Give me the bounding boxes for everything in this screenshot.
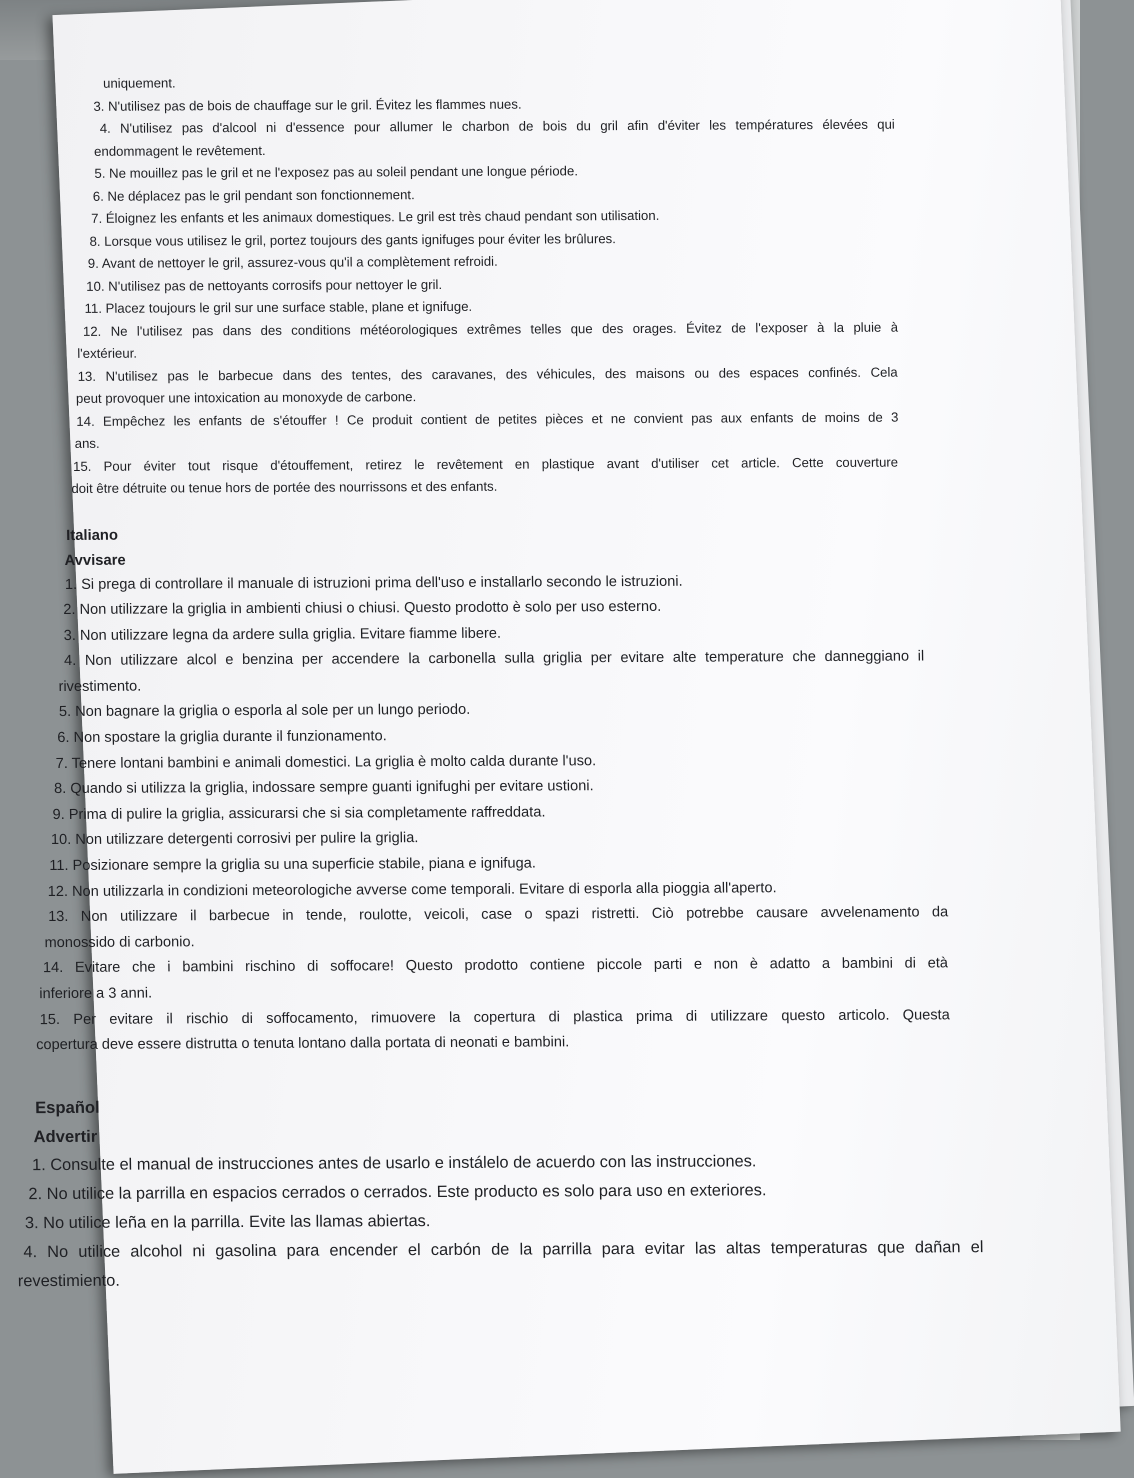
italian-line: 15. Per evitare il rischio di soffocamento, rimuovere la copertura di plastica prima di utilizzare questo articolo. Questa — [39, 1006, 950, 1028]
italian-line: 8. Quando si utilizza la griglia, indossare sempre guanti ignifughi per evitare ustioni. — [53, 778, 594, 798]
italian-line: 6. Non spostare la griglia durante il funzionamento. — [57, 728, 387, 747]
spanish-language-title: Español — [34, 1097, 100, 1117]
italian-line: copertura deve essere distrutta o tenuta lontano dalla portata di neonati e bambini. — [36, 1034, 570, 1054]
french-section — [55, 68, 987, 500]
italian-section — [36, 518, 995, 1059]
french-line: 8. Lorsque vous utilisez le gril, portez toujours des gants ignifuges pour éviter les brûlures. — [89, 230, 616, 249]
document-page — [17, 0, 1120, 1474]
french-line: 13. N'utilisez pas le barbecue dans des tentes, des caravanes, des véhicules, des maisons ou des espaces confinés. Cela — [77, 364, 898, 384]
italian-line: 13. Non utilizzare il barbecue in tende, roulotte, veicoli, case o spazi ristretti. Ciò potrebbe causare avvelenamento da — [48, 904, 949, 926]
french-line: 15. Pour éviter tout risque d'étouffement, retirez le revêtement en plastique avant d'utiliser cet article. Cette couverture — [72, 454, 899, 474]
spanish-line: 1. Consulte el manual de instrucciones antes de usarlo e instálelo de acuerdo con las instrucciones. — [31, 1152, 757, 1174]
italian-line: 9. Prima di pulire la griglia, assicurarsi che si sia completamente raffreddata. — [52, 804, 546, 823]
french-line: l'extérieur. — [77, 345, 138, 361]
italian-line: monossido di carbonio. — [44, 934, 195, 951]
spanish-line: 4. No utilice alcohol ni gasolina para encender el carbón de la parrilla para evitar las altas temperaturas que dañan el — [23, 1237, 984, 1261]
french-line: 5. Ne mouillez pas le gril et ne l'exposez pas au soleil pendant une longue période. — [94, 163, 579, 181]
italian-language-title: Italiano — [66, 527, 119, 544]
italian-line: 3. Non utilizzare legna da ardere sulla griglia. Evitare fiamme libere. — [63, 625, 502, 644]
document-content — [17, 68, 999, 1295]
french-line: uniquement. — [102, 75, 176, 91]
italian-line: 7. Tenere lontani bambini e animali domestici. La griglia è molto calda durante l'uso. — [55, 752, 597, 772]
french-line: 3. N'utilisez pas de bois de chauffage sur le gril. Évitez les flammes nues. — [93, 96, 522, 114]
spanish-line: 3. No utilice leña en la parrilla. Evite las llamas abiertas. — [24, 1211, 431, 1232]
french-line: peut provoquer une intoxication au monoxyde de carbone. — [75, 389, 417, 406]
italian-line: 1. Si prega di controllare il manuale di istruzioni prima dell'uso e installarlo secondo le istruzioni. — [64, 573, 683, 593]
french-line: 4. N'utilisez pas d'alcool ni d'essence pour allumer le charbon de bois du gril afin d'éviter les températures élevées qui — [99, 116, 895, 136]
spanish-line: 2. No utilice la parrilla en espacios cerrados o cerrados. Este producto es solo para uso en exteriores. — [28, 1181, 767, 1203]
spanish-line: revestimiento. — [17, 1271, 121, 1290]
french-line: 14. Empêchez les enfants de s'étouffer ! Ce produit contient de petites pièces et ne convient pas aux enfants de moins de 3 — [76, 409, 899, 429]
french-line: ans. — [74, 435, 100, 451]
italian-line: 11. Posizionare sempre la griglia su una superficie stabile, piana e ignifuga. — [49, 855, 536, 875]
french-line: 6. Ne déplacez pas le gril pendant son fonctionnement. — [92, 186, 415, 204]
italian-line: rivestimento. — [58, 678, 142, 695]
italian-line: inferiore a 3 anni. — [39, 985, 153, 1003]
spanish-section — [17, 1088, 999, 1296]
italian-line: 14. Evitare che i bambini rischino di soffocare! Questo prodotto contiene piccole parti e non è adatto a bambini di età — [42, 955, 949, 977]
french-line: 10. N'utilisez pas de nettoyants corrosifs pour nettoyer le gril. — [86, 276, 443, 294]
italian-line: 2. Non utilizzare la griglia in ambienti chiusi o chiusi. Questo prodotto è solo per uso esterno. — [63, 598, 662, 619]
spanish-warning-heading: Advertir — [33, 1126, 98, 1146]
french-line: 7. Éloignez les enfants et les animaux domestiques. Le gril est très chaud pendant son utilisation. — [91, 207, 660, 226]
italian-warning-heading: Avvisare — [64, 552, 126, 569]
italian-line: 4. Non utilizzare alcol e benzina per accendere la carbonella sulla griglia per evitare alte temperature che danneggiano il — [63, 648, 925, 670]
italian-line: 12. Non utilizzarla in condizioni meteorologiche avverse come temporali. Evitare di esporla alla pioggia all'aperto. — [47, 879, 777, 900]
french-line: endommagent le revêtement. — [93, 142, 266, 159]
french-line: doit être détruite ou tenue hors de portée des nourrissons et des enfants. — [71, 478, 498, 496]
italian-line: 10. Non utilizzare detergenti corrosivi per pulire la griglia. — [50, 830, 419, 849]
french-line: 12. Ne l'utilisez pas dans des conditions météorologiques extrêmes telles que des orages. Évitez de l'exposer à la pluie à — [82, 319, 899, 339]
french-line: 9. Avant de nettoyer le gril, assurez-vous qu'il a complètement refroidi. — [87, 253, 498, 271]
italian-line: 5. Non bagnare la griglia o esporla al sole per un lungo periodo. — [58, 702, 471, 721]
french-line: 11. Placez toujours le gril sur une surface stable, plane et ignifuge. — [84, 298, 473, 316]
